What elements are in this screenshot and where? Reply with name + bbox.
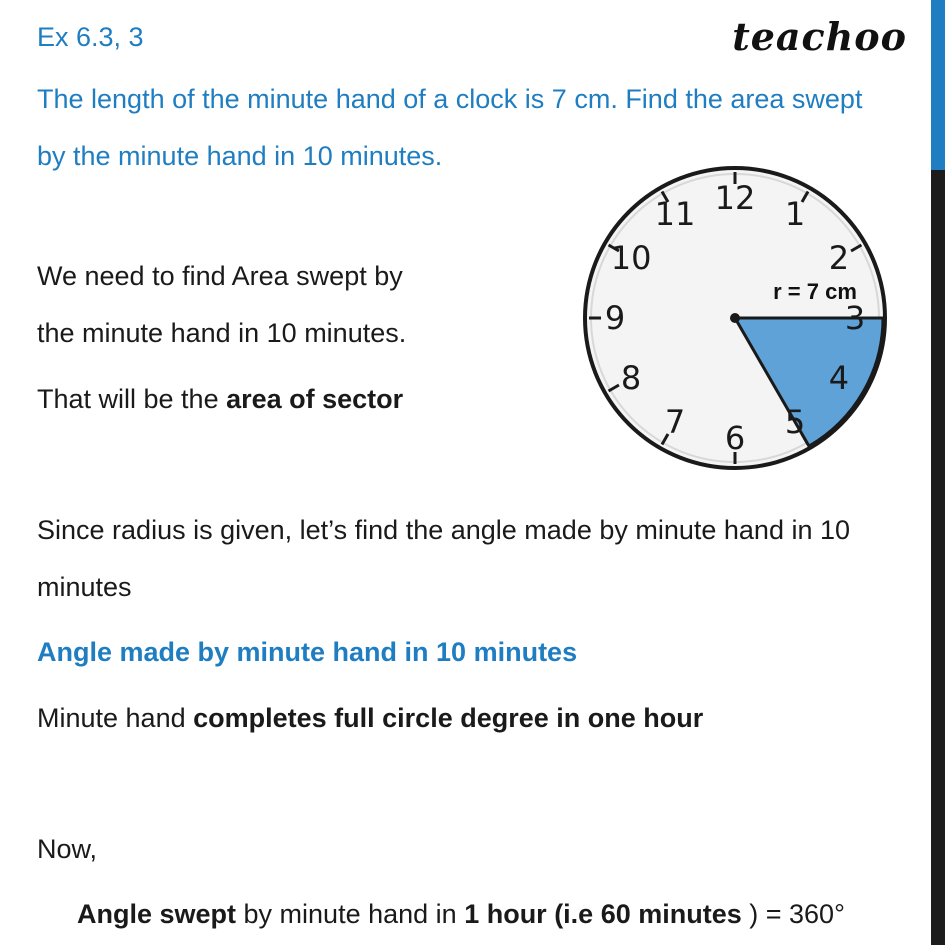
scrollbar-rest [931, 170, 945, 945]
bold-span: Angle swept [77, 899, 237, 929]
bold-span: 1 hour (i.e 60 minutes [464, 899, 742, 929]
scrollbar-thumb[interactable] [931, 0, 945, 170]
question-line-2: by the minute hand in 10 minutes. [37, 141, 443, 171]
bold-span: area of sector [226, 384, 404, 414]
clock-number: 3 [844, 299, 866, 337]
clock-figure [575, 165, 895, 475]
clock-number: 4 [828, 359, 850, 397]
clock-number: 8 [620, 359, 642, 397]
text-span: by minute hand in [236, 899, 465, 929]
section-heading: Angle made by minute hand in 10 minutes [37, 637, 578, 667]
solution-line-3 [37, 384, 403, 415]
clock-number: 12 [714, 179, 756, 217]
equation-line [77, 899, 845, 930]
clock-number: 11 [654, 195, 696, 234]
text-span: Minute hand [37, 703, 194, 733]
clock-number: 9 [604, 299, 626, 337]
now-label: Now, [37, 834, 98, 864]
clock-number: 10 [610, 239, 652, 277]
question-line-1: The length of the minute hand of a clock is 7 cm. Find the area swept [37, 84, 863, 114]
clock-number: 6 [724, 419, 746, 457]
solution-line-4: Since radius is given, let’s find the angle made by minute hand in 10 [37, 515, 851, 545]
solution-line-1: We need to find Area swept by [37, 261, 403, 291]
text-span: ) = 360° [741, 899, 845, 929]
radius-label: r = 7 cm [773, 279, 857, 304]
clock-number: 2 [828, 239, 850, 277]
bold-span: completes full circle degree in one hour [193, 703, 704, 733]
teachoo-logo: teachoo [732, 14, 907, 59]
clock-center [730, 313, 740, 323]
solution-line-5: minutes [37, 572, 132, 602]
clock-number: 7 [664, 402, 686, 441]
clock-number: 1 [784, 195, 806, 234]
text-span: That will be the [37, 384, 227, 414]
solution-line-2: the minute hand in 10 minutes. [37, 318, 407, 348]
exercise-title: Ex 6.3, 3 [37, 22, 144, 52]
solution-line-6 [37, 703, 703, 734]
clock-number: 5 [784, 402, 806, 441]
